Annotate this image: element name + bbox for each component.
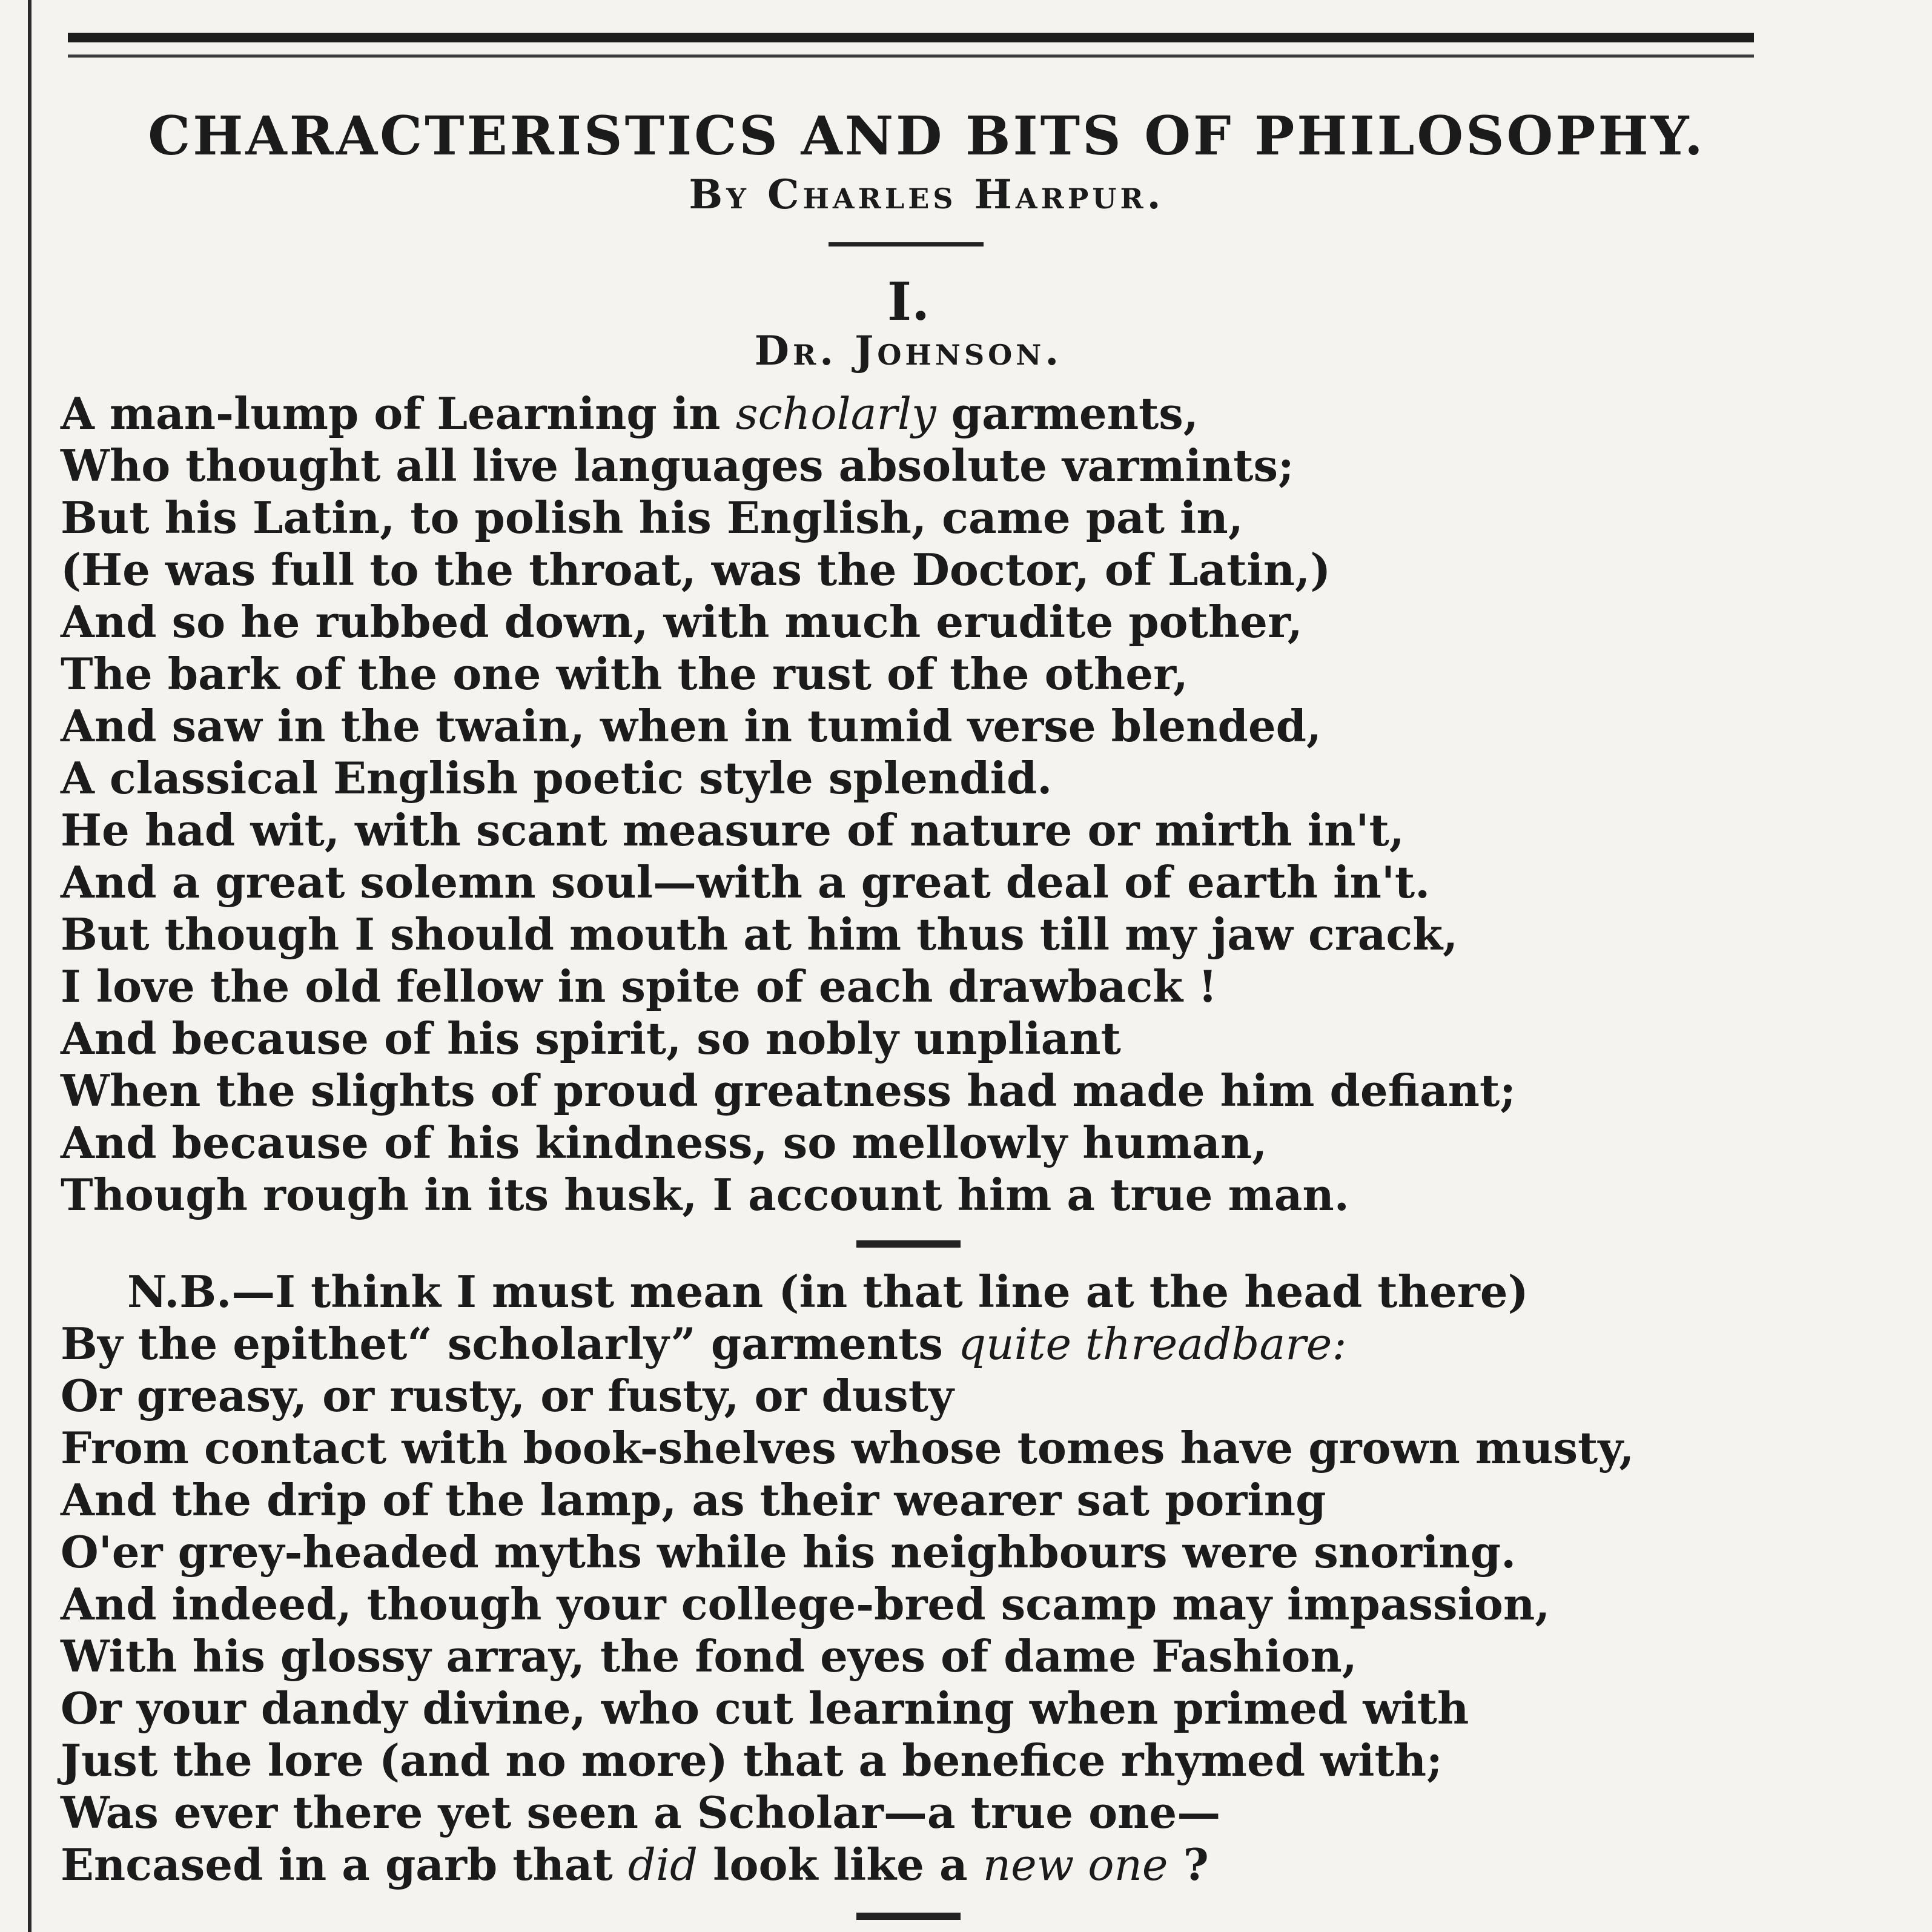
- line-text: A classical English poetic style splendid.: [61, 752, 1053, 804]
- article-title: CHARACTERISTICS AND BITS OF PHILOSOPHY.: [148, 104, 1705, 167]
- line-text: look like a: [698, 1839, 983, 1890]
- note-line: [61, 1630, 1817, 1682]
- line-text: He had wit, with scant measure of nature or mirth in't,: [61, 804, 1404, 856]
- note-line: [61, 1422, 1817, 1474]
- line-text: Encased in a garb that: [61, 1839, 628, 1890]
- byline: By Charles Harpur.: [689, 171, 1165, 218]
- line-text: The bark of the one with the rust of the other,: [61, 648, 1188, 700]
- note-line: [61, 1839, 1817, 1891]
- poem-line: [61, 1065, 1817, 1117]
- note-line: [61, 1318, 1817, 1370]
- note-line: [61, 1735, 1817, 1787]
- line-text: ?: [1168, 1839, 1209, 1890]
- line-text: Though rough in its husk, I account him a true man.: [61, 1169, 1349, 1220]
- line-text: And saw in the twain, when in tumid verse blended,: [61, 700, 1322, 752]
- poem-line: [61, 492, 1817, 544]
- note-line: [61, 1474, 1817, 1526]
- line-text: From contact with book-shelves whose tomes have grown musty,: [61, 1422, 1635, 1474]
- header-rule-thin: [68, 55, 1754, 58]
- line-text: O'er grey-headed myths while his neighbours were snoring.: [61, 1526, 1517, 1578]
- line-text: With his glossy array, the fond eyes of dame Fashion,: [61, 1630, 1357, 1682]
- line-text: Or your dandy divine, who cut learning when primed with: [61, 1682, 1469, 1734]
- italic-text: did: [627, 1839, 698, 1890]
- line-text: And because of his kindness, so mellowly human,: [61, 1117, 1268, 1168]
- header-rule-thick: [68, 33, 1754, 42]
- poem-line: [61, 1117, 1817, 1169]
- end-divider: [856, 1913, 961, 1920]
- poem-line: [61, 440, 1817, 492]
- line-text: And a great solemn soul—with a great deal of earth in't.: [61, 856, 1431, 908]
- poem-line: [61, 752, 1817, 804]
- line-text: When the slights of proud greatness had made him defiant;: [61, 1065, 1516, 1116]
- line-text: And so he rubbed down, with much erudite pother,: [61, 596, 1303, 647]
- poem-divider: [856, 1240, 961, 1248]
- line-text: N.B.—I think I must mean (in that line at the head there): [127, 1266, 1529, 1317]
- line-text: (He was full to the throat, was the Doctor, of Latin,): [61, 544, 1331, 595]
- poem-line: [61, 804, 1817, 856]
- italic-text: scholarly: [735, 388, 936, 439]
- line-text: I love the old fellow in spite of each drawback !: [61, 961, 1217, 1012]
- poem-line: [61, 856, 1817, 908]
- poem-line: [61, 908, 1817, 961]
- poem-line: [61, 388, 1817, 440]
- poem-line: [61, 700, 1817, 752]
- note-line: [61, 1266, 1817, 1318]
- poem-line: [61, 1013, 1817, 1065]
- line-text: But though I should mouth at him thus till my jaw crack,: [61, 908, 1458, 960]
- note-line: [61, 1370, 1817, 1422]
- poem-line: [61, 648, 1817, 700]
- poem-line: [61, 596, 1817, 648]
- line-text: Who thought all live languages absolute varmints;: [61, 440, 1294, 491]
- note-line: [61, 1526, 1817, 1578]
- note-line: [61, 1578, 1817, 1630]
- note-line: [61, 1787, 1817, 1839]
- poem-line: [61, 961, 1817, 1013]
- line-text: And indeed, though your college-bred scamp may impassion,: [61, 1578, 1550, 1630]
- line-text: And because of his spirit, so nobly unpliant: [61, 1013, 1121, 1064]
- note-stanza: [61, 1266, 1817, 1891]
- poem-stanza: [61, 388, 1817, 1221]
- line-text: garments,: [936, 388, 1199, 439]
- line-text: By the epithet“ scholarly” garments: [61, 1318, 959, 1369]
- italic-text: new one: [982, 1839, 1168, 1890]
- line-text: And the drip of the lamp, as their wearer sat poring: [61, 1474, 1326, 1526]
- italic-text: quite threadbare:: [958, 1318, 1347, 1369]
- section-heading: Dr. Johnson.: [754, 327, 1063, 374]
- note-line: [61, 1682, 1817, 1735]
- poem-line: [61, 544, 1817, 596]
- line-text: Just the lore (and no more) that a benefice rhymed with;: [61, 1735, 1443, 1786]
- line-text: Or greasy, or rusty, or fusty, or dusty: [61, 1370, 954, 1421]
- title-divider: [829, 242, 984, 246]
- line-text: A man-lump of Learning in: [61, 388, 736, 439]
- line-text: But his Latin, to polish his English, came pat in,: [61, 492, 1243, 543]
- line-text: Was ever there yet seen a Scholar—a true one—: [61, 1787, 1221, 1838]
- section-number: I.: [887, 271, 930, 332]
- poem-line: [61, 1169, 1817, 1221]
